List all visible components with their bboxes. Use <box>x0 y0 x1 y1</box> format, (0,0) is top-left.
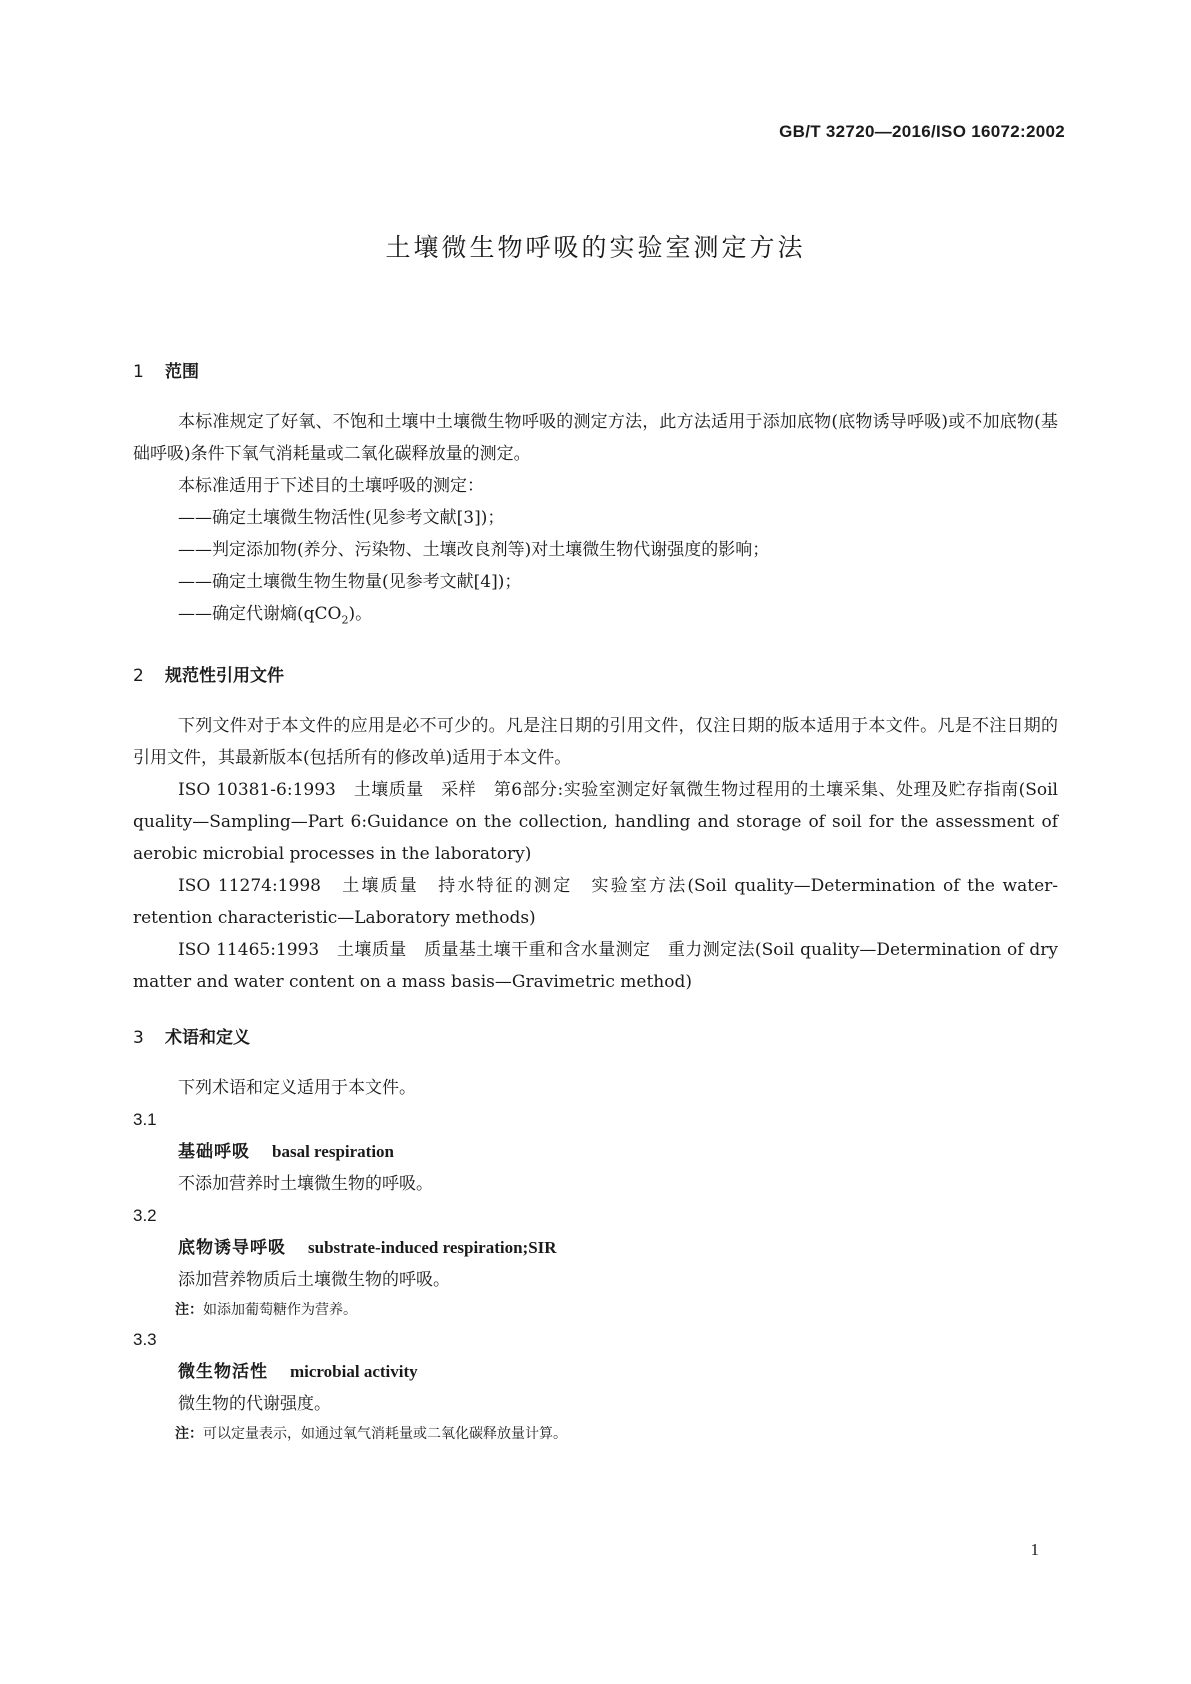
term-zh: 基础呼吸 <box>178 1142 250 1163</box>
term-note <box>133 1420 1058 1448</box>
scope-purpose-intro: 本标准适用于下述目的土壤呼吸的测定： <box>178 476 484 496</box>
note-label: 注： <box>175 1426 203 1443</box>
page-number: 1 <box>1030 1540 1039 1559</box>
term-name <box>133 1136 1058 1168</box>
terms-intro: 下列术语和定义适用于本文件。 <box>178 1078 416 1099</box>
section-number: 2 <box>133 666 144 687</box>
list-item: ——判定添加物(养分、污染物、土壤改良剂等)对土壤微生物代谢强度的影响； <box>178 540 770 560</box>
term-zh: 底物诱导呼吸 <box>178 1238 286 1259</box>
term-name <box>133 1232 1058 1264</box>
section-number: 3 <box>133 1028 144 1049</box>
reference-iso-10381: ISO 10381-6:1993 土壤质量 采样 第6部分:实验室测定好氧微生物过程用的土壤采集、处理及贮存指南(Soil quality—Sampling—Part 6:Guidance on the collection, handling and storage of soil for the assessment of aerobic microbial processes in the laboratory) <box>133 780 1058 865</box>
list-item: ——确定土壤微生物活性(见参考文献[3])； <box>178 508 505 528</box>
term-en: microbial activity <box>290 1362 418 1382</box>
term-zh: 微生物活性 <box>178 1362 268 1383</box>
list-item: ——确定土壤微生物生物量(见参考文献[4])； <box>178 572 522 592</box>
section-heading-terms <box>133 1026 1058 1050</box>
subscript: 2 <box>341 613 349 627</box>
term-en: basal respiration <box>272 1142 395 1162</box>
note-text: 如添加葡萄糖作为营养。 <box>203 1302 357 1319</box>
reference-iso-11274: ISO 11274:1998 土壤质量 持水特征的测定 实验室方法(Soil quality—Determination of the water-retention characteristic—Laboratory methods) <box>133 876 1058 929</box>
list-item <box>133 598 1058 636</box>
document-title: 土壤微生物呼吸的实验室测定方法 <box>385 233 806 262</box>
note-label: 注： <box>175 1302 203 1319</box>
normative-paragraph: 下列文件对于本文件的应用是必不可少的。凡是注日期的引用文件，仅注日期的版本适用于本文件。凡是不注日期的引用文件，其最新版本(包括所有的修改单)适用于本文件。 <box>133 716 1058 769</box>
section-title: 术语和定义 <box>165 1028 250 1049</box>
list-item-text: ——确定代谢熵(qCO <box>178 604 342 624</box>
document-body <box>133 360 1058 1448</box>
standard-code: GB/T 32720—2016/ISO 16072:2002 <box>779 122 1065 141</box>
list-item-text-end: )。 <box>348 604 373 624</box>
term-number: 3.1 <box>133 1110 157 1130</box>
term-en: substrate-induced respiration;SIR <box>308 1238 557 1258</box>
section-heading-scope <box>133 360 1058 384</box>
term-definition: 添加营养物质后土壤微生物的呼吸。 <box>178 1270 450 1291</box>
term-name <box>133 1356 1058 1388</box>
term-note <box>133 1296 1058 1324</box>
reference-iso-11465: ISO 11465:1993 土壤质量 质量基土壤干重和含水量测定 重力测定法(Soil quality—Determination of dry matter and water content on a mass basis—Gravimetric method) <box>133 940 1058 993</box>
section-heading-normative <box>133 664 1058 688</box>
note-text: 可以定量表示，如通过氧气消耗量或二氧化碳释放量计算。 <box>203 1426 567 1443</box>
section-number: 1 <box>133 362 144 382</box>
term-definition: 微生物的代谢强度。 <box>178 1394 331 1415</box>
section-title: 范围 <box>165 362 199 382</box>
term-number: 3.3 <box>133 1330 157 1350</box>
scope-paragraph: 本标准规定了好氧、不饱和土壤中土壤微生物呼吸的测定方法，此方法适用于添加底物(底物诱导呼吸)或不加底物(基础呼吸)条件下氧气消耗量或二氧化碳释放量的测定。 <box>133 412 1058 464</box>
term-definition: 不添加营养时土壤微生物的呼吸。 <box>178 1174 433 1195</box>
term-number: 3.2 <box>133 1206 157 1226</box>
section-title: 规范性引用文件 <box>165 666 284 687</box>
